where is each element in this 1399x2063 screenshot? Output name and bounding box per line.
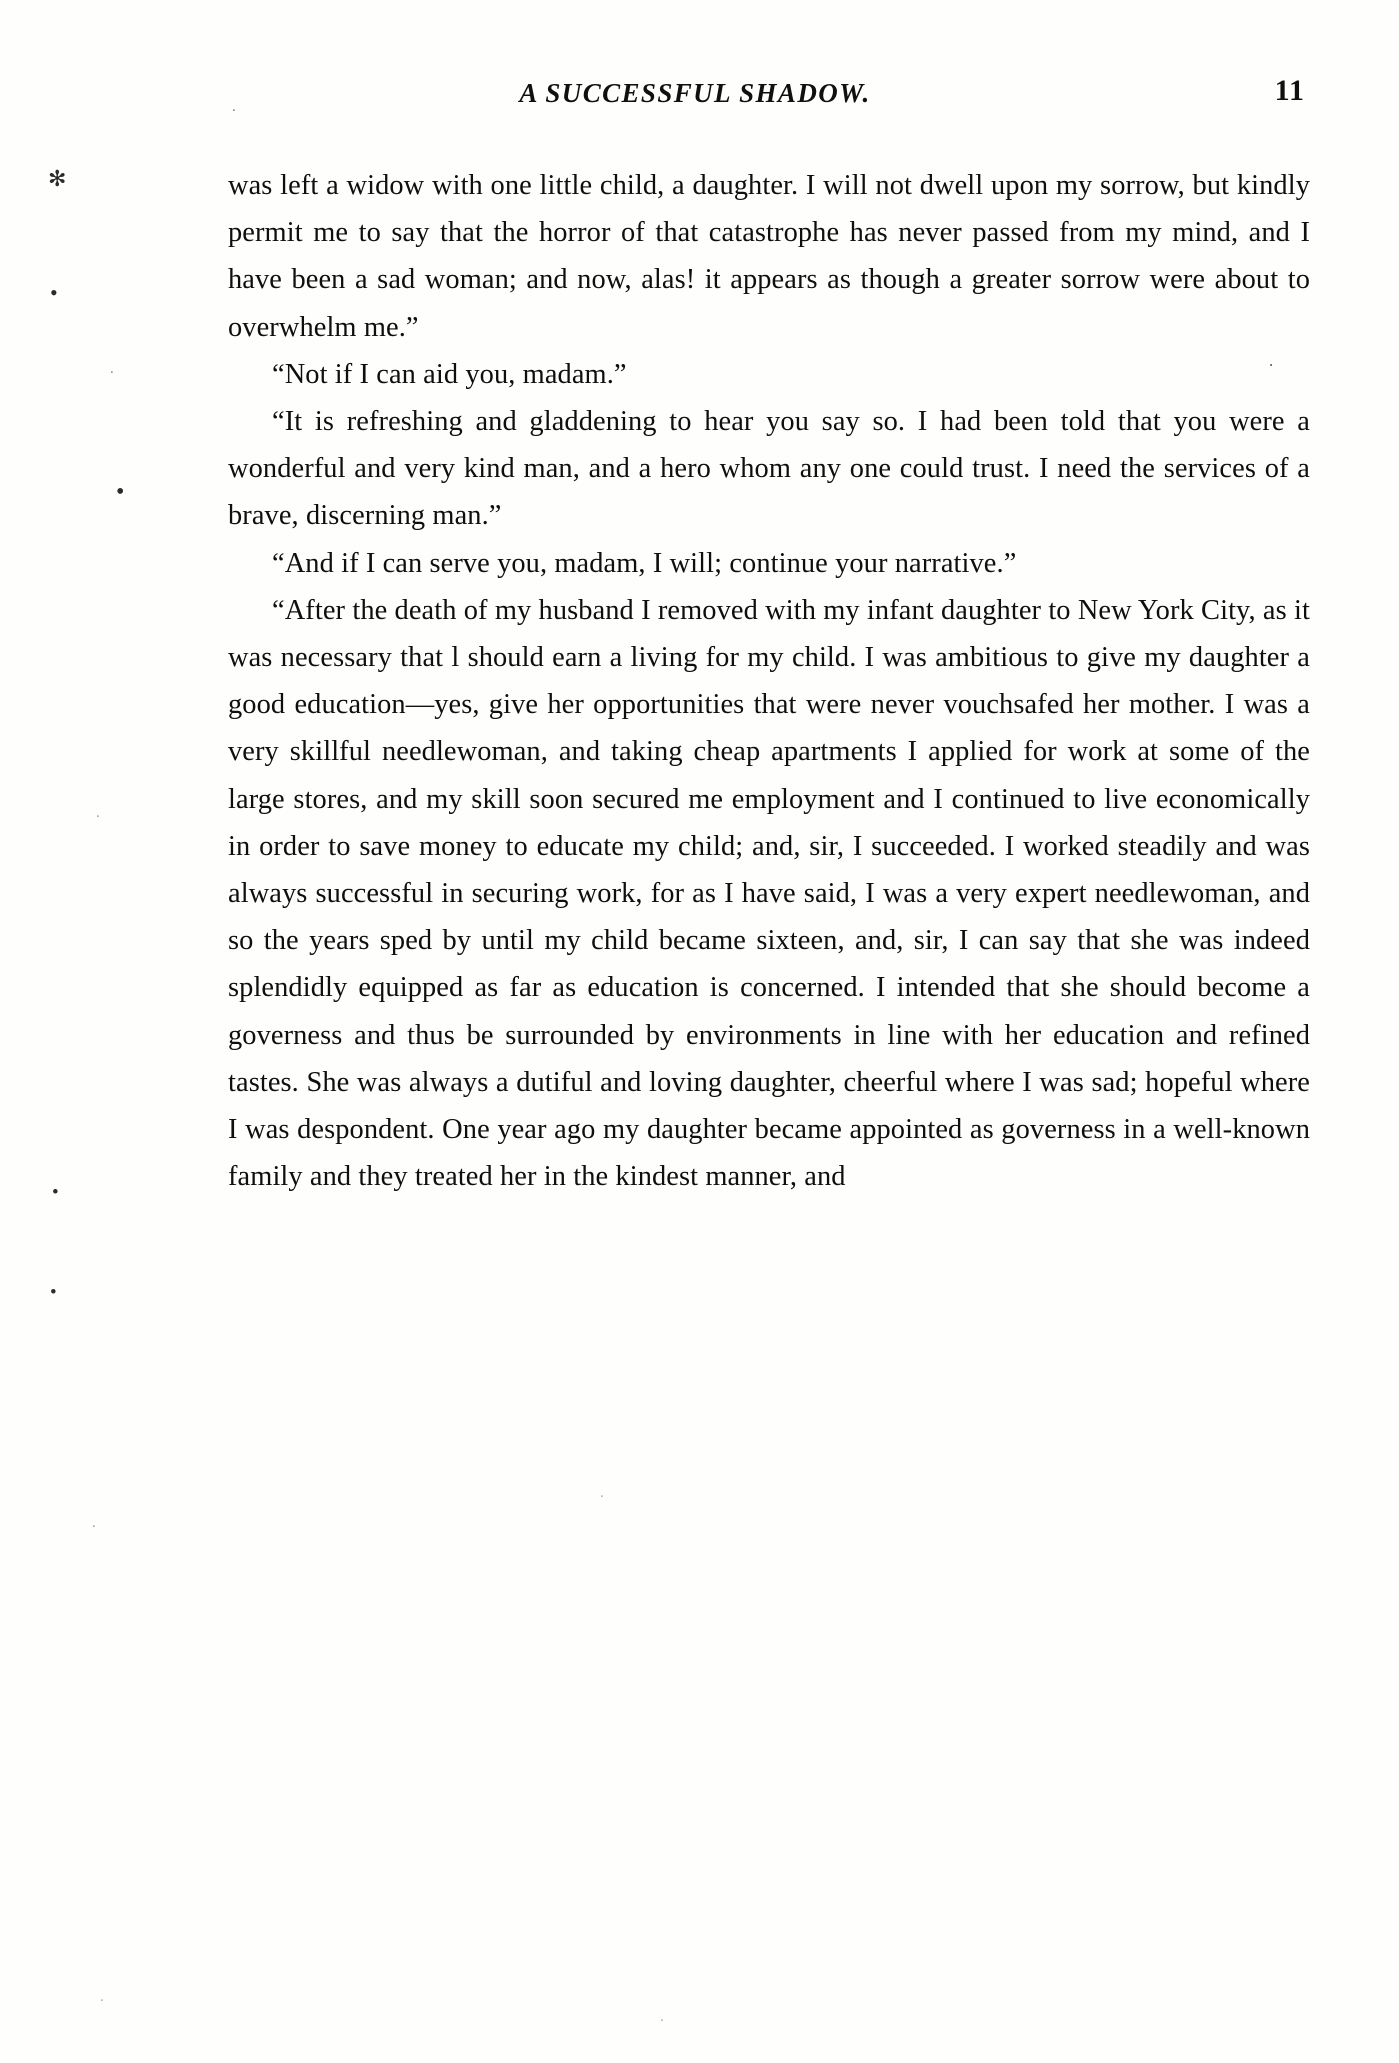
body-text xyxy=(228,162,1310,1200)
scan-speck-b: . xyxy=(110,361,114,377)
paragraph: “After the death of my husband I removed with my infant daughter to New York City, as it was necessary that l should earn a living for my child. I was ambitious to give my daughter a good education—yes, give her opportunities that were never vouchsafed her mother. I was a very skillful needlewoman, and taking cheap apartments I applied for work at some of the large stores, and my skill soon secured me employment and I continued to live economically in order to save money to educate my child; and, sir, I succeeded. I worked steadily and was always successful in securing work, for as I have said, I was a very expert needlewoman, and so the years sped by until my child became sixteen, and, sir, I can say that she was indeed splendidly equipped as far as education is concerned. I intended that she should become a governess and thus be surrounded by environments in line with her education and refined tastes. She was always a dutiful and loving daughter, cheerful where I was sad; hopeful where I was despondent. One year ago my daughter became appointed as governess in a well-known family and they treated her in the kindest manner, and xyxy=(228,594,1310,1193)
margin-mark-3: • xyxy=(116,479,125,505)
margin-mark-5: • xyxy=(50,1282,57,1303)
scan-speck-a: . xyxy=(232,99,236,115)
margin-mark-1: ✻ xyxy=(48,166,67,191)
page-header xyxy=(230,74,1305,118)
scan-speck-c: . xyxy=(1269,351,1274,370)
margin-mark-4: • xyxy=(52,1182,59,1203)
paragraph: “And if I can serve you, madam, I will; continue your narrative.” xyxy=(272,547,1017,579)
scan-speck-e: . xyxy=(92,1515,96,1531)
paragraph: “Not if I can aid you, madam.” xyxy=(272,358,627,390)
scan-speck-f: . xyxy=(600,1485,604,1501)
scan-speck-d: . xyxy=(96,805,100,821)
paragraph: “It is refreshing and gladdening to hear you say so. I had been told that you were a wonderful and very kind man, and a hero whom any one could trust. I need the services of a brave, discerning man.” xyxy=(228,406,1310,532)
margin-mark-2: • xyxy=(50,280,58,305)
scan-speck-g: . xyxy=(100,1989,104,2005)
paragraph: was left a widow with one little child, a daughter. I will not dwell upon my sorrow, but kindly permit me to say that the horror of that catastrophe has never passed from my mind, and I have been a sad woman; and now, alas! it appears as though a greater sorrow were about to overwhelm me.” xyxy=(228,170,1310,343)
page-number: 11 xyxy=(1274,74,1305,107)
running-title: A SUCCESSFUL SHADOW. xyxy=(519,78,871,108)
scan-speck-h: . xyxy=(660,2009,664,2025)
